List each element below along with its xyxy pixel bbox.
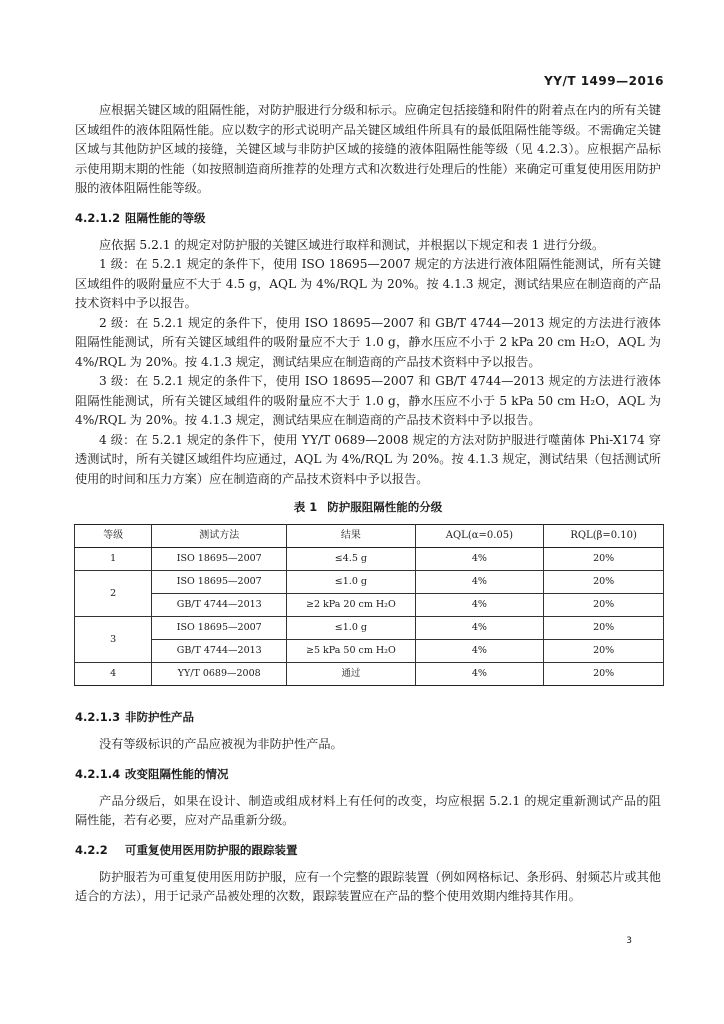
section-heading-4-2-2 <box>75 842 661 858</box>
grade-cell: 2 <box>75 571 152 617</box>
header-method: 测试方法 <box>152 525 287 548</box>
intro-paragraph: 应根据关键区域的阻隔性能，对防护服进行分级和标示。应确定包括接缝和附件的附着点在内的所有关键区域组件的液体阻隔性能。应以数字的形式说明产品关键区域组件所具有的最低阻隔性能等级。不需确定关键区域与其他防护区域的接缝，关键区域与非防护区域的接缝的液体阻隔性能等级（见 4.2.3）。应根据产品标示使用期末期的性能（如按照制造商所推荐的处理方式和次数进行处理后的性能）来确定可重复使用医用防护服的液体阻隔性能等级。 <box>75 103 661 195</box>
section-heading-4-2-1-2 <box>75 210 661 226</box>
section-title: 非防护性产品 <box>125 710 194 724</box>
page-content <box>75 101 661 907</box>
aql-cell: 4% <box>415 571 544 594</box>
rql-cell: 20% <box>544 548 664 571</box>
method-cell: GB/T 4744—2013 <box>152 640 287 663</box>
result-cell: 通过 <box>287 663 415 686</box>
header-grade: 等级 <box>75 525 152 548</box>
table-caption <box>75 499 661 515</box>
aql-cell: 4% <box>415 663 544 686</box>
table-number: 表 1 <box>293 500 318 514</box>
section-number: 4.2.1.2 <box>75 210 121 225</box>
grade-cell: 3 <box>75 617 152 663</box>
rql-cell: 20% <box>544 663 664 686</box>
aql-cell: 4% <box>415 640 544 663</box>
result-cell: ≥5 kPa 50 cm H₂O <box>287 640 415 663</box>
method-cell: GB/T 4744—2013 <box>152 594 287 617</box>
paragraph: 防护服若为可重复使用医用防护服，应有一个完整的跟踪装置（例如网格标记、条形码、射频芯片或其他适合的方法），用于记录产品被处理的次数，跟踪装置应在产品的整个使用效期内维持其作用。 <box>75 869 661 903</box>
aql-cell: 4% <box>415 617 544 640</box>
grade-cell: 1 <box>75 548 152 571</box>
header-result: 结果 <box>287 525 415 548</box>
table-row <box>75 663 664 686</box>
grade-2-paragraph: 2 级：在 5.2.1 规定的条件下，使用 ISO 18695—2007 和 GB/T 4744—2013 规定的方法进行液体阻隔性能测试，所有关键区域组件的吸附量应不大于 1.0 g，静水压应不小于 2 kPa 20 cm H₂O，AQL 为 4%/RQL 为 20%。按 4.1.3 规定，测试结果应在制造商的产品技术资料中予以报告。 <box>75 315 661 369</box>
rql-cell: 20% <box>544 617 664 640</box>
header-rql: RQL(β=0.10) <box>544 525 664 548</box>
method-cell: ISO 18695—2007 <box>152 571 287 594</box>
paragraph: 应依据 5.2.1 的规定对防护服的关键区域进行取样和测试，并根据以下规定和表 1 进行分级。 <box>99 237 605 252</box>
section-title: 可重复使用医用防护服的跟踪装置 <box>125 842 298 857</box>
method-cell: ISO 18695—2007 <box>152 548 287 571</box>
aql-cell: 4% <box>415 594 544 617</box>
standard-number-header: YY/T 1499—2016 <box>544 74 664 88</box>
table-row <box>75 548 664 571</box>
aql-cell: 4% <box>415 548 544 571</box>
result-cell: ≤1.0 g <box>287 617 415 640</box>
grade-4-paragraph: 4 级：在 5.2.1 规定的条件下，使用 YY/T 0689—2008 规定的方法对防护服进行噬菌体 Phi-X174 穿透测试时，所有关键区域组件均应通过，AQL 为 4%/RQL 为 20%。按 4.1.3 规定，测试结果（包括测试所使用的时间和压力方案）应在制造商的产品技术资料中予以报告。 <box>75 432 661 486</box>
grade-cell: 4 <box>75 663 152 686</box>
section-title: 改变阻隔性能的情况 <box>125 766 229 781</box>
grade-3-paragraph: 3 级：在 5.2.1 规定的条件下，使用 ISO 18695—2007 和 GB/T 4744—2013 规定的方法进行液体阻隔性能测试，所有关键区域组件的吸附量应不大于 1.0 g，静水压应不小于 5 kPa 50 cm H₂O，AQL 为 4%/RQL 为 20%。按 4.1.3 规定，测试结果应在制造商的产品技术资料中予以报告。 <box>75 374 661 427</box>
section-title: 阻隔性能的等级 <box>125 210 206 225</box>
method-cell: ISO 18695—2007 <box>152 617 287 640</box>
page-number: 3 <box>626 936 632 946</box>
table-row <box>75 571 664 594</box>
rql-cell: 20% <box>544 640 664 663</box>
table-row <box>75 594 664 617</box>
method-cell: YY/T 0689—2008 <box>152 663 287 686</box>
rql-cell: 20% <box>544 571 664 594</box>
paragraph: 产品分级后，如果在设计、制造或组成材料上有任何的改变，均应根据 5.2.1 的规定重新测试产品的阻隔性能，若有必要，应对产品重新分级。 <box>75 793 661 827</box>
table-row <box>75 640 664 663</box>
table-title: 防护服阻隔性能的分级 <box>327 500 443 514</box>
grade-1-paragraph: 1 级：在 5.2.1 规定的条件下，使用 ISO 18695—2007 规定的方法进行液体阻隔性能测试，所有关键区域组件的吸附量应不大于 4.5 g，AQL 为 4%/RQL 为 20%。按 4.1.3 规定，测试结果应在制造商的产品技术资料中予以报告。 <box>75 257 661 310</box>
result-cell: ≤1.0 g <box>287 571 415 594</box>
table-row <box>75 617 664 640</box>
grade-table <box>74 524 664 686</box>
result-cell: ≥2 kPa 20 cm H₂O <box>287 594 415 617</box>
section-number: 4.2.1.4 <box>75 766 121 781</box>
rql-cell: 20% <box>544 594 664 617</box>
section-heading-4-2-1-3 <box>75 709 661 725</box>
paragraph: 没有等级标识的产品应被视为非防护性产品。 <box>99 737 343 751</box>
table-header-row <box>75 525 664 548</box>
section-heading-4-2-1-4 <box>75 766 661 782</box>
section-number: 4.2.1.3 <box>75 710 121 724</box>
header-aql: AQL(α=0.05) <box>415 525 544 548</box>
section-number: 4.2.2 <box>75 842 108 857</box>
result-cell: ≤4.5 g <box>287 548 415 571</box>
